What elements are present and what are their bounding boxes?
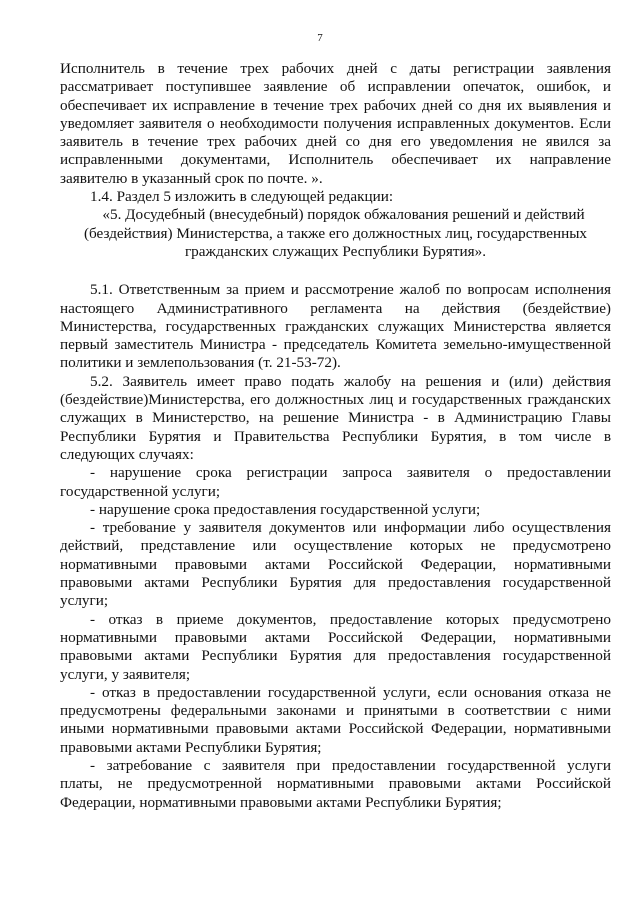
list-item-service-term-violation	[60, 501, 611, 519]
text-line: Федерации, нормативными правовыми актами Республики Бурятия;	[60, 793, 502, 811]
text-line: рассматривает поступившее заявление об исправлении опечаток, ошибок, и	[60, 78, 611, 96]
text-line: услуги;	[60, 592, 109, 610]
text-line: - отказ в приеме документов, предоставление которых предусмотрено	[90, 610, 611, 628]
title-line: (бездействия) Министерства, а также его должностных лиц, государственных	[83, 224, 588, 242]
text-line: правовыми актами Республики Бурятия для предоставления государственной	[60, 647, 611, 665]
text-line: настоящего Административного регламента на действия (бездействие)	[60, 299, 611, 317]
text-line: - отказ в предоставлении государственной услуги, если основания отказа не	[90, 683, 611, 701]
title-line: гражданских служащих Республики Бурятия».	[184, 242, 487, 260]
text-line: правовыми актами Республики Бурятия для предоставления государственной	[60, 574, 611, 592]
text-line: правовыми актами Республики Бурятия;	[60, 738, 322, 756]
paragraph-correction-procedure	[60, 60, 611, 188]
list-item-service-refusal	[60, 684, 611, 757]
section-5-title	[60, 206, 611, 261]
list-item-fee-demand	[60, 757, 611, 812]
text-line: нормативными правовыми актами Российской Федерации, нормативными	[60, 628, 611, 646]
text-line: - нарушение срока регистрации запроса заявителя о предоставлении	[90, 464, 611, 482]
list-item-document-requirement	[60, 519, 611, 610]
text-line: действий, представление или осуществление которых не предусмотрено	[60, 537, 611, 555]
text-line: служащих в Министерство, на решение Министра - в Администрацию Главы	[60, 409, 611, 427]
text-line: - нарушение срока предоставления государственной услуги;	[90, 500, 481, 518]
text-line: исправленными документами, Исполнитель обеспечивает их направление	[60, 151, 611, 169]
spacer	[60, 261, 611, 281]
text-line: - требование у заявителя документов или информации либо осуществления	[90, 519, 611, 537]
text-line: Республики Бурятия и Правительства Республики Бурятия, в том числе в	[60, 427, 611, 445]
paragraph-5-1	[60, 281, 611, 372]
text-line: Министерства, государственных гражданских служащих Министерства является	[60, 317, 611, 335]
item-1-4: 1.4. Раздел 5 изложить в следующей редакции:	[90, 188, 394, 206]
document-body	[60, 60, 611, 812]
text-line: Исполнитель в течение трех рабочих дней с даты регистрации заявления	[60, 60, 611, 77]
text-line: - затребование с заявителя при предоставлении государственной услуги	[90, 756, 611, 774]
text-line: государственной услуги;	[60, 482, 221, 500]
title-line: «5. Досудебный (внесудебный) порядок обжалования решений и действий	[102, 206, 585, 224]
page-number: 7	[317, 32, 323, 44]
text-line: предусмотрены федеральными законами и принятыми в соответствии с ними	[60, 702, 611, 720]
text-line: уведомляет заявителя о необходимости получения исправленных документов. Если	[60, 114, 611, 132]
text-line: заявитель в течение трех рабочих дней со дня его уведомления не явился за	[60, 133, 611, 151]
text-line: иными нормативными правовыми актами Российской Федерации, нормативными	[60, 720, 611, 738]
text-line: услуги, у заявителя;	[60, 665, 191, 683]
text-line: (бездействие)Министерства, его должностных лиц и государственных гражданских	[60, 391, 611, 409]
text-line: политики и землепользования (т. 21-53-72).	[60, 354, 341, 372]
text-line: следующих случаях:	[60, 445, 194, 463]
text-line: первый заместитель Министра - председатель Комитета земельно-имущественной	[60, 336, 611, 354]
text-line: платы, не предусмотренной нормативными правовыми актами Российской	[60, 775, 611, 793]
text-line: 5.1. Ответственным за прием и рассмотрение жалоб по вопросам исполнения	[90, 281, 611, 299]
text-line: 5.2. Заявитель имеет право подать жалобу на решения и (или) действия	[90, 372, 611, 390]
list-item-registration-violation	[60, 464, 611, 501]
paragraph-5-2	[60, 373, 611, 464]
list-item-document-refusal	[60, 611, 611, 684]
text-line: заявителю в указанный срок по почте. ».	[60, 169, 323, 187]
text-line: обеспечивает их исправление в течение трех рабочих дней со дня их выявления и	[60, 96, 611, 114]
text-line: нормативными правовыми актами Российской Федерации, нормативными	[60, 555, 611, 573]
